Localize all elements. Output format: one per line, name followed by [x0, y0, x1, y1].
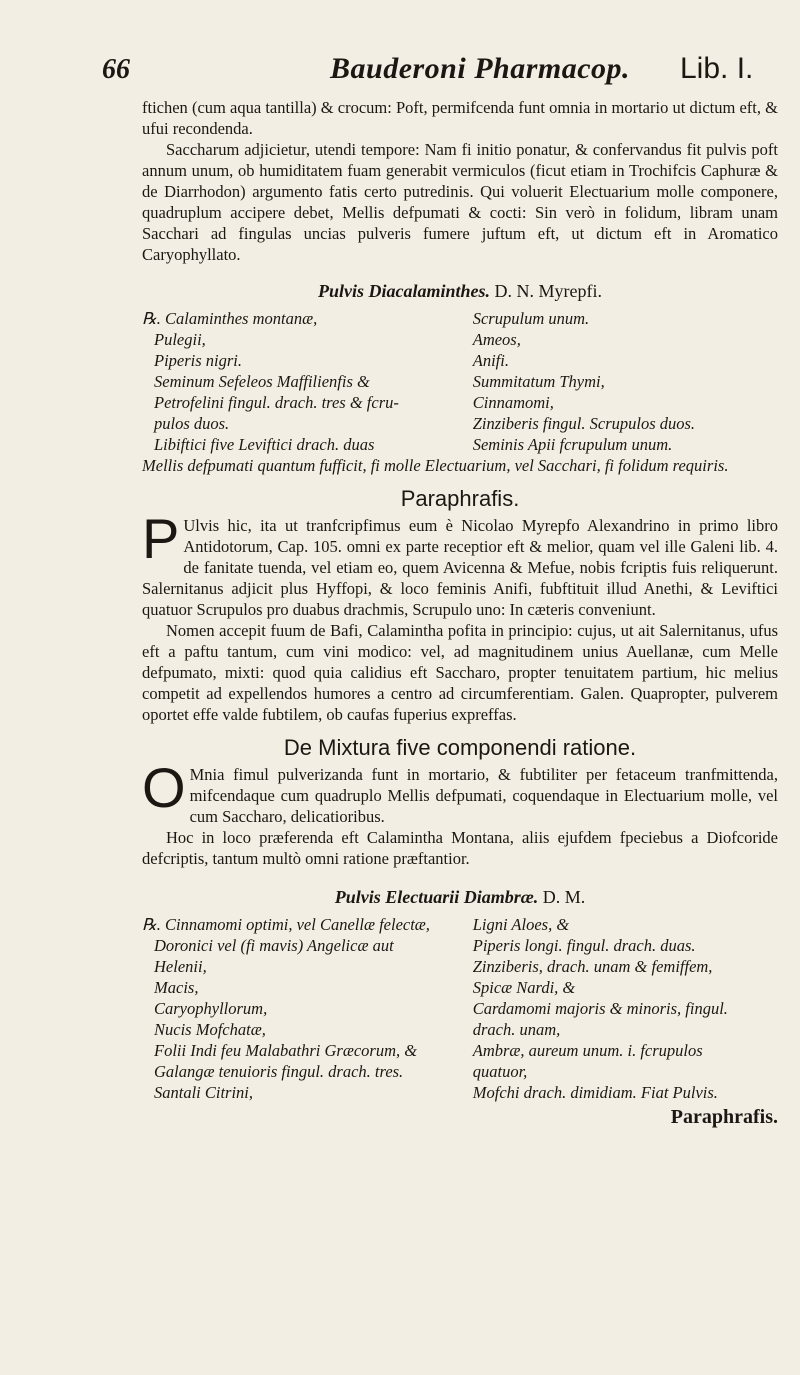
recipe-title	[142, 887, 778, 908]
ingredient-line: Scrupulum unum.	[472, 309, 590, 328]
paragraph-text: Mnia fimul pulverizanda funt in mortario, & fubtiliter per fetaceum tranfmittenda, mifcendaque cum quadruplo Mellis defpumati, coquendaque in Electuarium molle, vel cum Saccharo, delicatioribus.	[189, 765, 778, 826]
ingredient-line: Doronici vel (fi mavis) Angelicæ aut	[154, 936, 394, 955]
page-number: 66	[102, 54, 130, 85]
ingredient-line: Summitatum Thymi,	[472, 372, 605, 391]
ingredient-line: Piperis nigri.	[154, 351, 243, 370]
recipe-footer: Mellis defpumati quantum fufficit, fi molle Electuarium, vel Sacchari, fi folidum requiris.	[142, 456, 729, 475]
drop-cap: O	[142, 756, 186, 819]
ingredient-line: ℞. Cinnamomi optimi, vel Canellæ felectæ,	[142, 915, 430, 934]
ingredient-line: Ameos,	[472, 330, 521, 349]
recipe-ingredients	[142, 308, 778, 455]
catchword: Paraphrafis.	[670, 1106, 778, 1128]
ingredient-line: Cinnamomi,	[472, 393, 554, 412]
ingredient-line: Seminum Sefeleos Maffilienfis &	[154, 372, 370, 391]
book-number: Lib. I.	[680, 52, 754, 85]
ingredient-line: Pulegii,	[154, 330, 206, 349]
recipe-title-author: D. N. Myrepfi.	[494, 281, 602, 301]
ingredient-line: Seminis Apii fcrupulum unum.	[472, 435, 673, 454]
ingredient-line: Nucis Mofchatæ,	[154, 1020, 266, 1039]
ingredient-line: Libiftici five Leviftici drach. duas	[154, 435, 375, 454]
recipe-left-column	[142, 308, 447, 455]
ingredient-line: Cardamomi majoris & minoris, fingul.	[472, 999, 728, 1018]
ingredient-line: Anifi.	[472, 351, 509, 370]
ingredient-line: Ambræ, aureum unum. i. fcrupulos	[472, 1041, 703, 1060]
recipe-title-italic: Pulvis Electuarii Diambræ.	[334, 887, 539, 907]
recipe-title-author: D. M.	[542, 887, 586, 907]
ingredient-line: pulos duos.	[154, 414, 230, 433]
paragraph: ftichen (cum aqua tantilla) & crocum: Poft, permifcenda funt omnia in mortario ut dictum eft, & ufui recondenda.	[142, 98, 778, 138]
page-body	[142, 97, 778, 1128]
ingredient-line: Santali Citrini,	[154, 1083, 254, 1102]
ingredient-line: Spicæ Nardi, &	[472, 978, 576, 997]
ingredient-line: ℞. Calaminthes montanæ,	[142, 309, 318, 328]
ingredient-line: Piperis longi. fingul. drach. duas.	[472, 936, 696, 955]
section-heading-paraphrasis: Paraphrafis.	[400, 486, 520, 511]
page-header	[0, 50, 800, 100]
paragraph-text: Ulvis hic, ita ut tranfcripfimus eum è Nicolao Myrepfo Alexandrino in primo libro Antidotorum, Cap. 105. omni ex parte receptior eft & melior, quam vel ille Galeni lib. 4. de fanitate tuenda, vel etiam eo, quem Avicenna & Mefue, nobis fcriptis fuis reliquerunt. Salernitanus adjicit plus Hyffopi, & loco feminis Anifi, fubftituit illud Anethi, & Leviftici quatuor Scrupulos pro duabus drachmis, Scrupulo uno: In cæteris conveniunt.	[142, 516, 778, 619]
running-title: Bauderoni Pharmacop.	[330, 52, 631, 85]
paragraph: Saccharum adjicietur, utendi tempore: Nam fi initio ponatur, & confervandus fit pulvis poft annum unum, ob humiditatem fuam generabit vermiculos (ficut etiam in Trochifcis Caphuræ & de Diarrhodon) argumento fatis certo putredinis. Qui voluerit Electuarium molle componere, quadruplum accipere debet, Mellis defpumati & cocti: Sin verò in folidum, libram unam Sacchari ad fingulas uncias pulveris fumere juftum eft, ut dictum eft in Aromatico Caryophyllato.	[142, 140, 778, 264]
ingredient-line: Mofchi drach. dimidiam. Fiat Pulvis.	[472, 1083, 718, 1102]
ingredient-line: Zinziberis fingul. Scrupulos duos.	[472, 414, 696, 433]
recipe-right-column	[473, 914, 778, 1103]
recipe-title	[142, 281, 778, 302]
recipe-title-italic: Pulvis Diacalaminthes.	[318, 281, 491, 301]
recipe-left-column	[142, 914, 447, 1103]
paragraph: Hoc in loco præferenda eft Calamintha Montana, aliis ejufdem fpeciebus a Diofcoride defcriptis, tantum multò omni ratione præftantior.	[142, 828, 778, 868]
ingredient-line: Macis,	[154, 978, 199, 997]
paragraph	[142, 756, 778, 827]
ingredient-line: quatuor,	[472, 1062, 528, 1081]
ingredient-line: Folii Indi feu Malabathri Græcorum, &	[154, 1041, 418, 1060]
section-heading-mixtura: De Mixtura five componendi ratione.	[283, 735, 637, 760]
recipe-ingredients	[142, 914, 778, 1103]
ingredient-line: Ligni Aloes, &	[472, 915, 570, 934]
ingredient-line: Galangæ tenuioris fingul. drach. tres.	[154, 1062, 404, 1081]
drop-cap: P	[142, 507, 180, 570]
paragraph	[142, 507, 778, 620]
ingredient-line: Zinziberis, drach. unam & femiffem,	[472, 957, 713, 976]
ingredient-line: Helenii,	[154, 957, 207, 976]
ingredient-line: Caryophyllorum,	[154, 999, 268, 1018]
ingredient-line: drach. unam,	[472, 1020, 561, 1039]
paragraph: Nomen accepit fuum de Bafi, Calamintha pofita in principio: cujus, ut ait Salernitanus, ufus eft a paftu tantum, cum vini modico: vel, ad magnitudinem unius Auellanæ, cum Melle defpumato, mixti: quod quia calidius eft Saccharo, propter tenuitatem partium, hic melius competit ad expellendos humores a centro ad circumferentiam. Galen. Quapropter, pulverem oportet effe valde fubtilem, ob caufas fuperius expreffas.	[142, 621, 778, 724]
ingredient-line: Petrofelini fingul. drach. tres & fcru-	[154, 393, 399, 412]
recipe-right-column	[473, 308, 778, 455]
